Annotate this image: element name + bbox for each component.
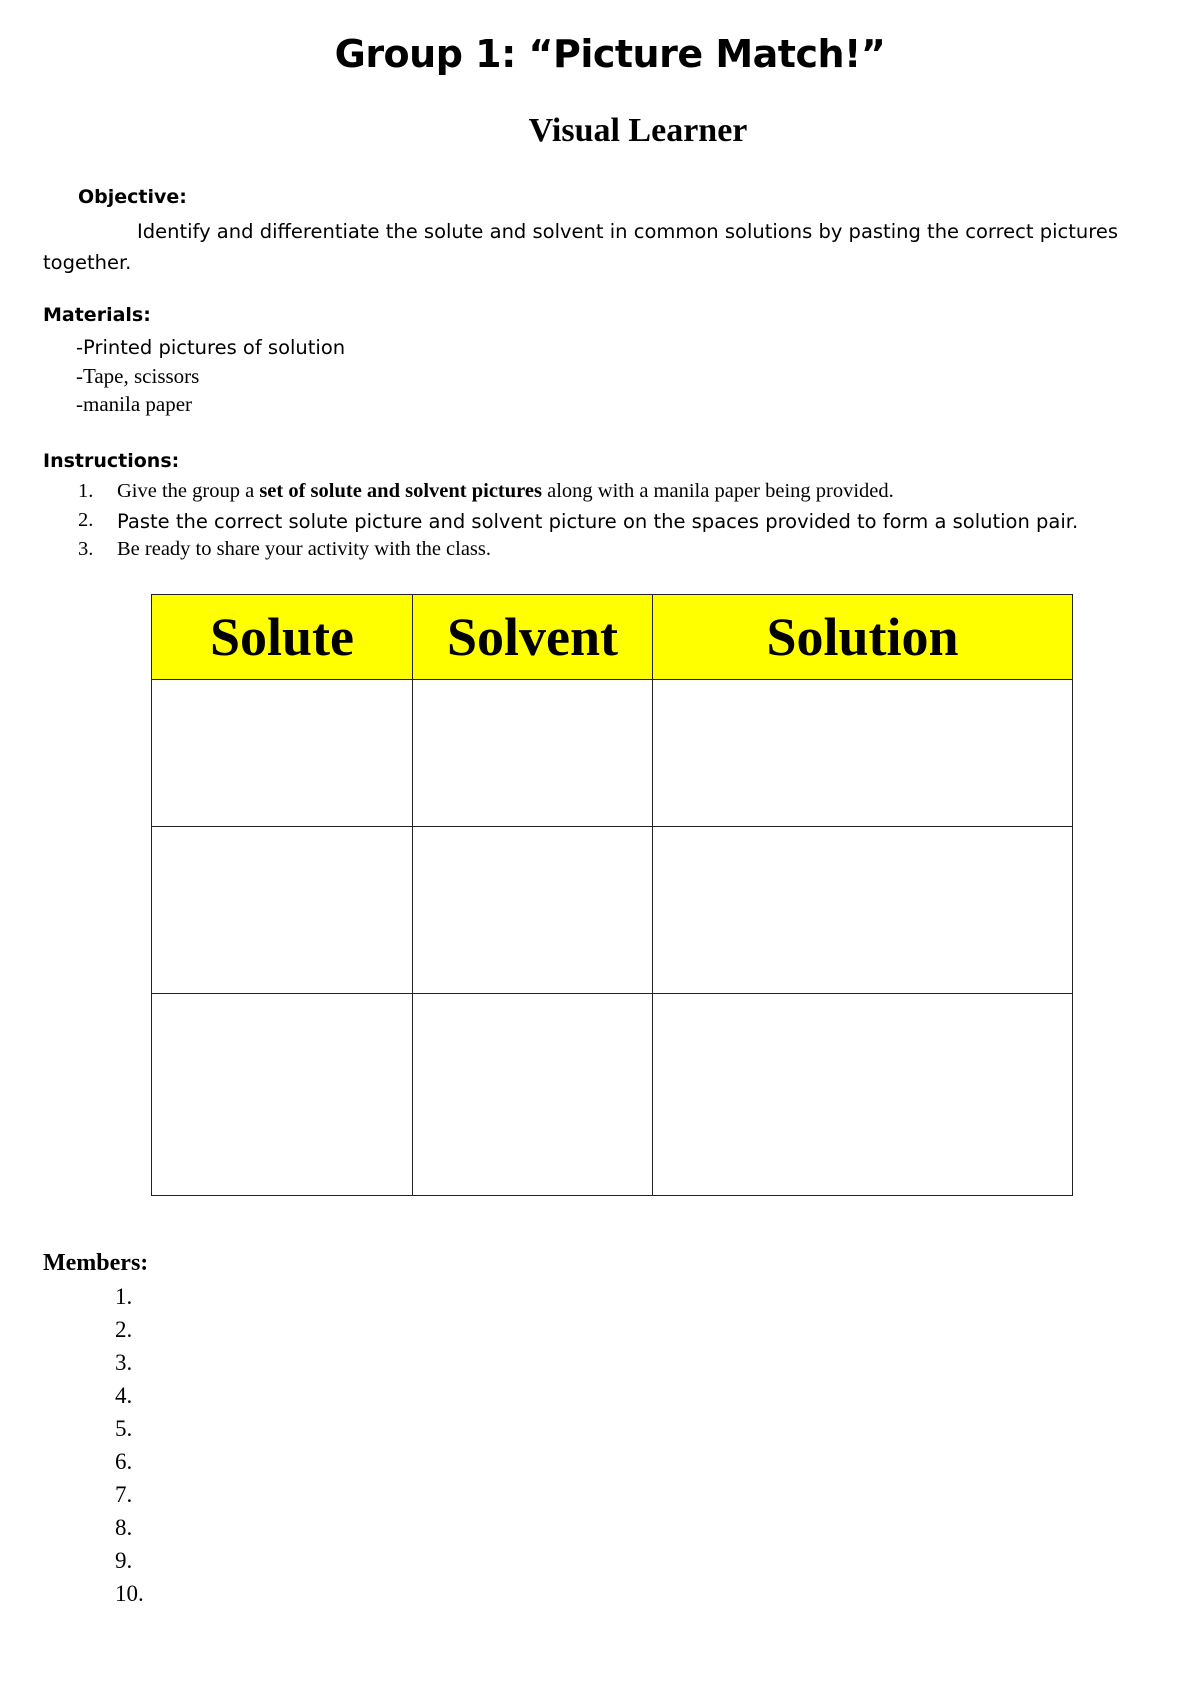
materials-item: -manila paper [76,392,193,416]
member-number: 3. [115,1350,133,1375]
instruction-text: Give the group a [117,480,260,502]
instruction-number: 2. [78,509,94,531]
instruction-number: 3. [78,538,94,560]
member-number: 4. [115,1383,133,1408]
objective-label: Objective: [78,186,187,208]
member-number: 8. [115,1515,133,1540]
member-number: 10. [115,1581,144,1606]
page-subtitle: Visual Learner [528,112,748,149]
instruction-text: Be ready to share your activity with the class. [117,538,492,560]
member-number: 2. [115,1317,133,1342]
instruction-item [78,480,894,503]
solvent-cell[interactable] [413,827,653,994]
member-number: 7. [115,1482,133,1507]
objective-text: Identify and differentiate the solute and solvent in common solutions by pasting the correct pictures together. [43,220,1118,274]
page-title: Group 1: “Picture Match!” [334,32,886,76]
instruction-item [78,509,1079,533]
header-solution: Solution [653,595,1073,680]
header-solvent: Solvent [413,595,653,680]
solute-cell[interactable] [152,994,413,1196]
solution-cell[interactable] [653,994,1073,1196]
instruction-number: 1. [78,480,94,502]
solvent-cell[interactable] [413,680,653,827]
solute-cell[interactable] [152,680,413,827]
table-row [152,827,1073,994]
member-number: 6. [115,1449,133,1474]
solvent-cell[interactable] [413,994,653,1196]
member-number: 5. [115,1416,133,1441]
instruction-text: Paste the correct solute picture and solvent picture on the spaces provided to form a solution pair. [117,510,1079,533]
instructions-label: Instructions: [43,450,180,472]
solution-cell[interactable] [653,827,1073,994]
members-label: Members: [43,1250,149,1276]
table-row [152,994,1073,1196]
solution-match-table [151,594,1073,1196]
instruction-item [78,538,492,561]
table-row [152,680,1073,827]
solute-cell[interactable] [152,827,413,994]
table-header-row [152,595,1073,680]
solution-cell[interactable] [653,680,1073,827]
materials-label: Materials: [43,304,151,326]
materials-item: -Printed pictures of solution [76,336,346,359]
header-solute: Solute [152,595,413,680]
instruction-text: along with a manila paper being provided. [541,480,894,502]
instruction-bold-text: set of solute and solvent pictures [259,480,542,502]
member-number: 9. [115,1548,133,1573]
materials-item: -Tape, scissors [76,364,200,388]
member-number: 1. [115,1284,133,1309]
